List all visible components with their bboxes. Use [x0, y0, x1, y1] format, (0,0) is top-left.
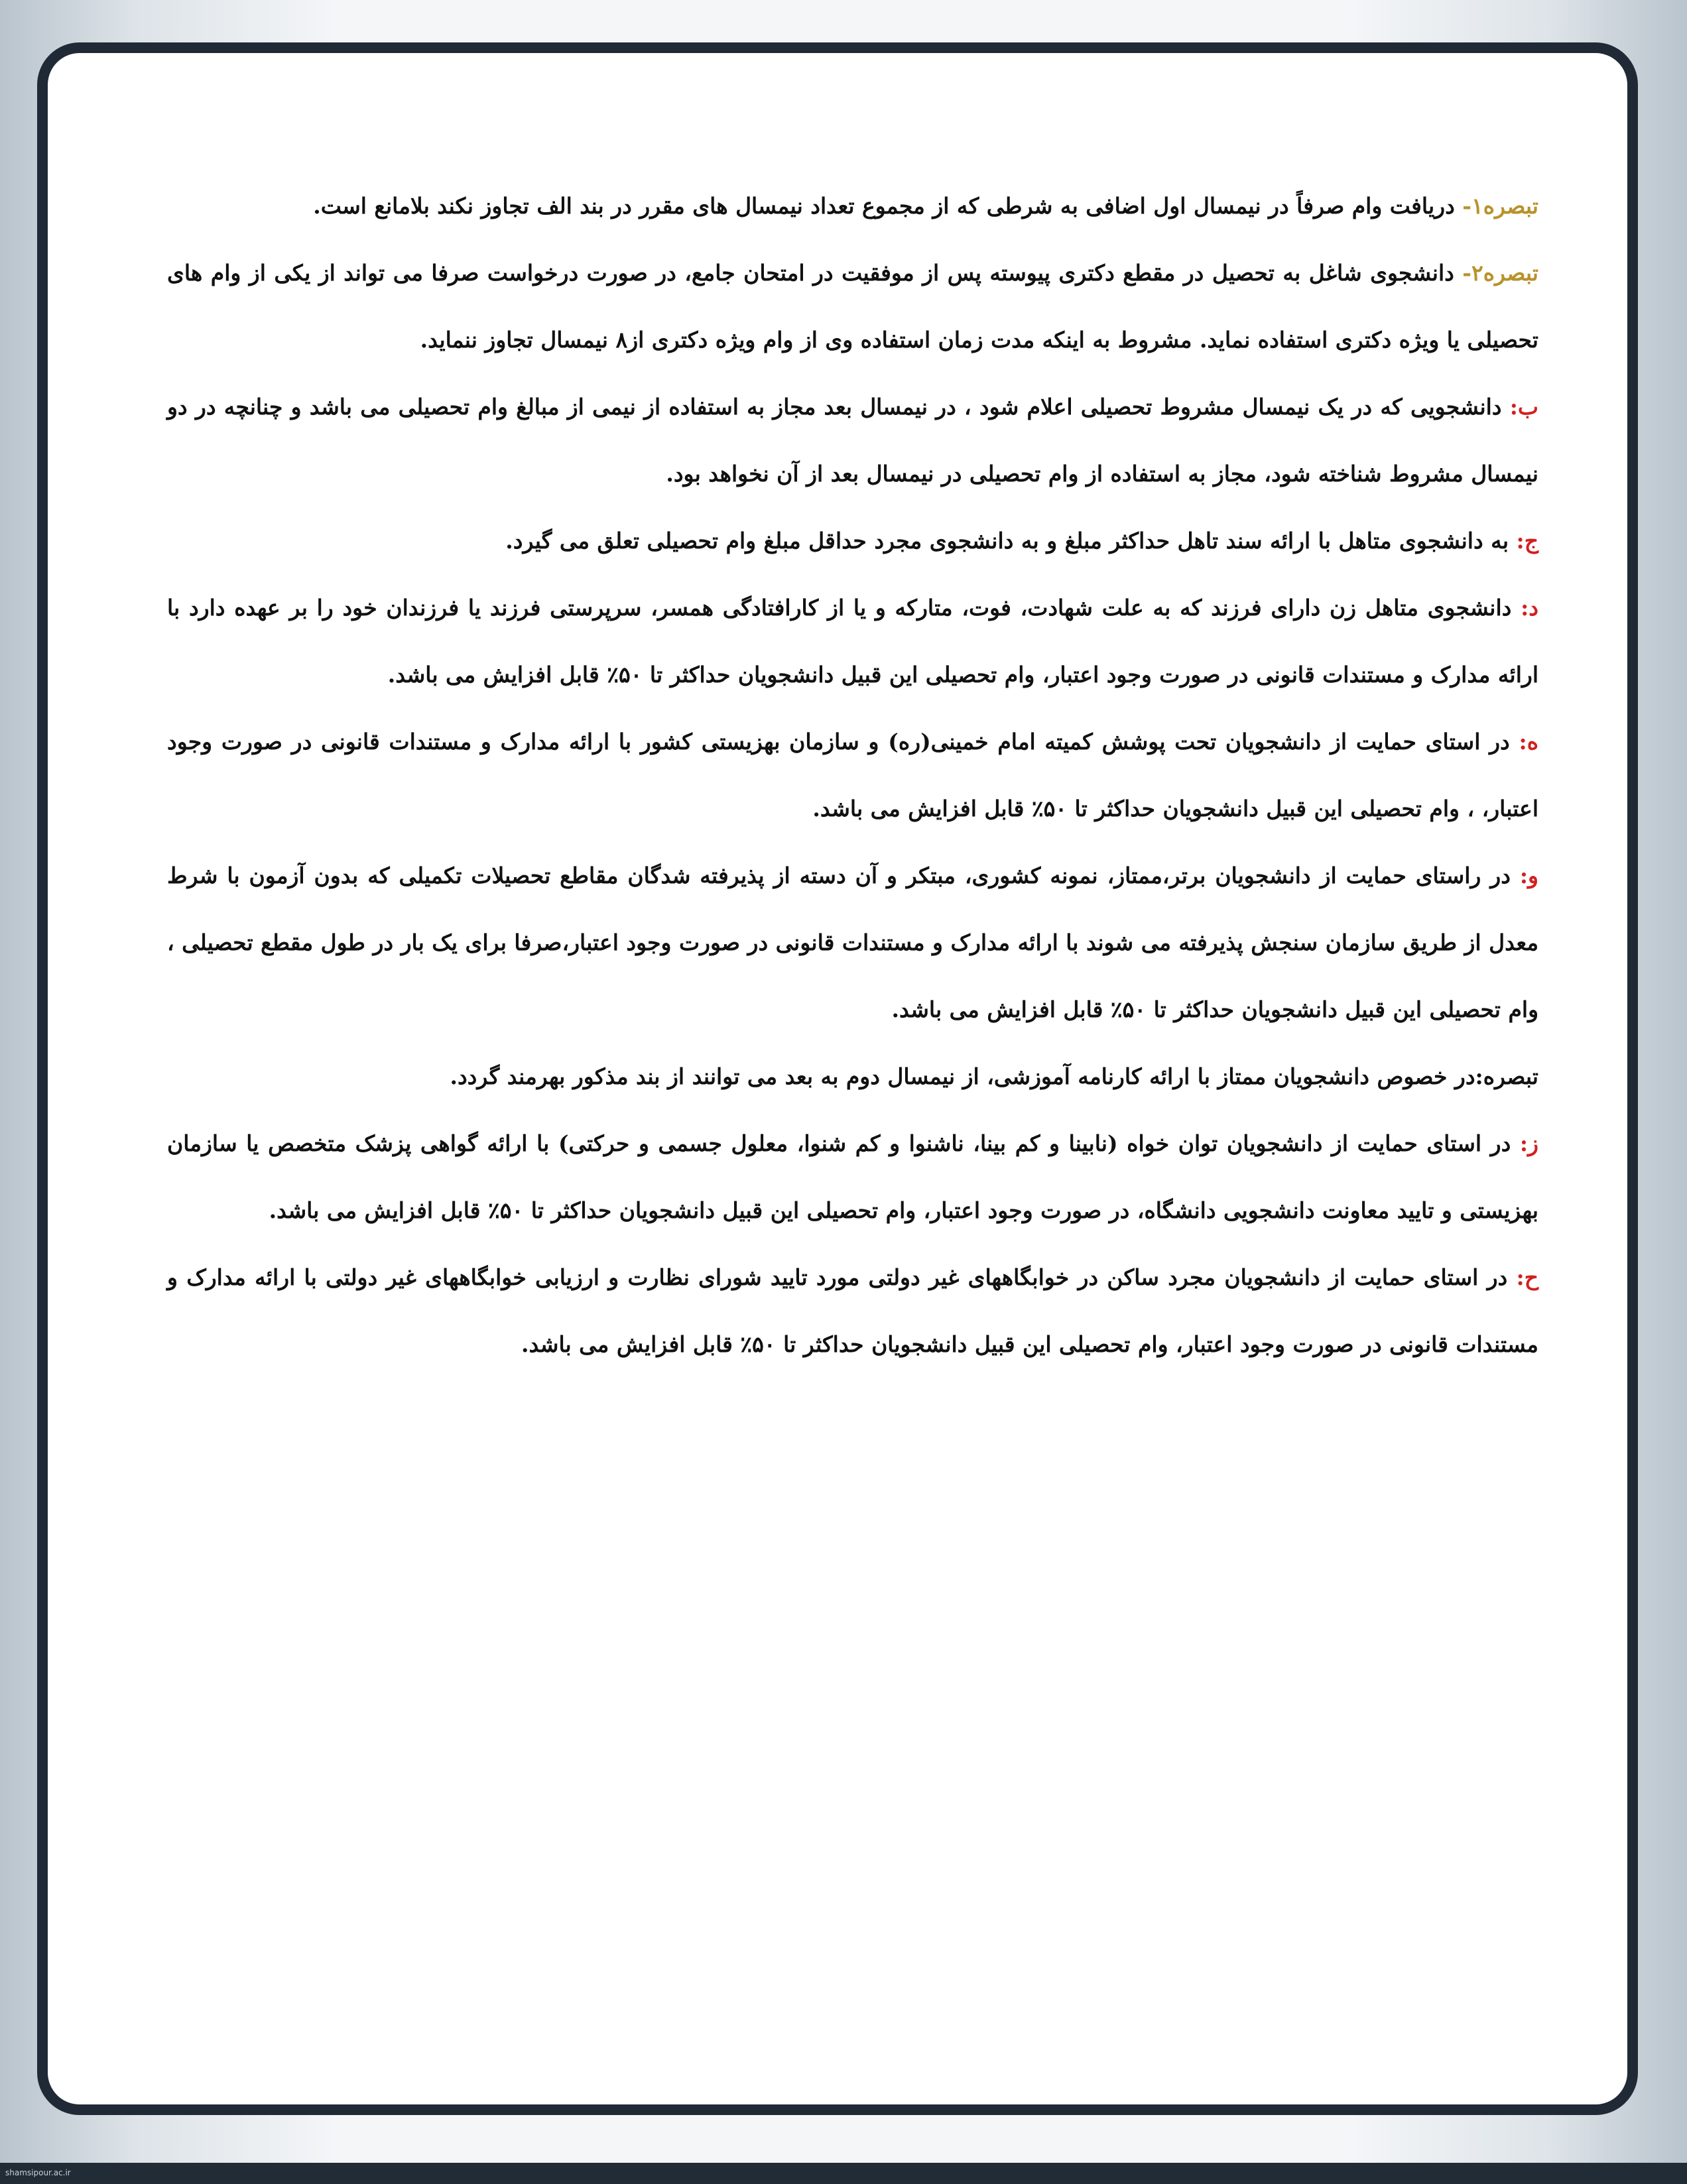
- clause-h2-label: ح:: [1516, 1264, 1538, 1290]
- bottom-strip: [0, 2163, 1687, 2184]
- clause-d-text: دانشجوی متاهل زن دارای فرزند که به علت شهادت، فوت، متارکه و یا از کارافتادگی همسر، سرپرستی فرزند یا فرزندان خود را بر عهده دارد با ارائه مدارک و مستندات قانونی در صورت وجود اعتبار، وام تحصیلی این قبیل دانشجویان حداکثر تا ۵۰٪ قابل افزایش می باشد.: [167, 595, 1538, 688]
- note-1-paragraph: [167, 172, 1538, 239]
- note-1-text: دریافت وام صرفاً در نیمسال اول اضافی به شرطی که از مجموع تعداد نیمسال های مقرر در بند الف تجاوز نکند بلامانع است.: [313, 193, 1463, 219]
- clause-z-label: ز:: [1519, 1130, 1538, 1156]
- clause-j-text: به دانشجوی متاهل با ارائه سند تاهل حداکثر مبلغ و به دانشجوی مجرد حداقل مبلغ وام تحصیلی تعلق می گیرد.: [505, 528, 1517, 554]
- clause-h2-text: در استای حمایت از دانشجویان مجرد ساکن در خوابگاههای غیر دولتی مورد تایید شورای نظارت و ارزیابی خوابگاههای غیر دولتی با ارائه مدارک و مستندات قانونی در صورت وجود اعتبار، وام تحصیلی این قبیل دانشجویان حداکثر تا ۵۰٪ قابل افزایش می باشد.: [167, 1264, 1538, 1357]
- clause-d-label: د:: [1521, 595, 1538, 621]
- note-2-label: تبصره۲-: [1462, 260, 1538, 286]
- clause-j-label: ج:: [1516, 528, 1538, 554]
- clause-h-paragraph: [167, 708, 1538, 842]
- clause-v-paragraph: [167, 842, 1538, 1043]
- clause-v-note-paragraph: [167, 1043, 1538, 1110]
- note-2-text: دانشجوی شاغل به تحصیل در مقطع دکتری پیوسته پس از موفقیت در امتحان جامع، در صورت درخواست صرفا می تواند از یکی از وام های تحصیلی یا ویژه دکتری استفاده نماید. مشروط به اینکه مدت زمان استفاده وی از وام ویژه دکتری از۸ نیمسال تجاوز ننماید.: [167, 260, 1538, 353]
- clause-j-paragraph: [167, 507, 1538, 574]
- clause-b-paragraph: [167, 373, 1538, 507]
- page-frame: [37, 42, 1638, 2115]
- site-credit: shamsipour.ac.ir: [5, 2168, 71, 2177]
- clause-z-paragraph: [167, 1110, 1538, 1244]
- clause-b-text: دانشجویی که در یک نیمسال مشروط تحصیلی اعلام شود ، در نیمسال بعد مجاز به استفاده از نیمی از مبالغ وام تحصیلی می باشد و چنانچه در دو نیمسال مشروط شناخته شود، مجاز به استفاده از وام تحصیلی در نیمسال بعد از آن نخواهد بود.: [167, 394, 1538, 487]
- clause-b-label: ب:: [1509, 394, 1538, 420]
- note-2-paragraph: [167, 239, 1538, 373]
- document-body: [167, 172, 1538, 1378]
- note-1-label: تبصره۱-: [1462, 193, 1538, 219]
- clause-h-text: در استای حمایت از دانشجویان تحت پوشش کمیته امام خمینی(ره) و سازمان بهزیستی کشور با ارائه مدارک و مستندات قانونی در صورت وجود اعتبار، ، وام تحصیلی این قبیل دانشجویان حداکثر تا ۵۰٪ قابل افزایش می باشد.: [167, 729, 1538, 821]
- clause-v-text: در راستای حمایت از دانشجویان برتر،ممتاز، نمونه کشوری، مبتکر و آن دسته از پذیرفته شدگان مقاطع تحصیلات تکمیلی که بدون آزمون با شرط معدل از طریق سازمان سنجش پذیرفته می شوند با ارائه مدارک و مستندات قانونی در صورت وجود اعتبار،صرفا برای یک بار در طول مقطع تحصیلی ، وام تحصیلی این قبیل دانشجویان حداکثر تا ۵۰٪ قابل افزایش می باشد.: [167, 863, 1538, 1022]
- clause-h2-paragraph: [167, 1244, 1538, 1378]
- clause-h-label: ه:: [1519, 729, 1538, 755]
- clause-z-text: در استای حمایت از دانشجویان توان خواه (نابینا و کم بینا، ناشنوا و کم شنوا، معلول جسمی و حرکتی) با ارائه گواهی پزشک متخصص یا سازمان بهزیستی و تایید معاونت دانشجویی دانشگاه، در صورت وجود اعتبار، وام تحصیلی این قبیل دانشجویان حداکثر تا ۵۰٪ قابل افزایش می باشد.: [167, 1130, 1538, 1223]
- clause-d-paragraph: [167, 574, 1538, 708]
- clause-v-note-text: تبصره:در خصوص دانشجویان ممتاز با ارائه کارنامه آموزشی، از نیمسال دوم به بعد می توانند از بند مذکور بهرمند گردد.: [450, 1063, 1538, 1089]
- clause-v-label: و:: [1519, 863, 1538, 888]
